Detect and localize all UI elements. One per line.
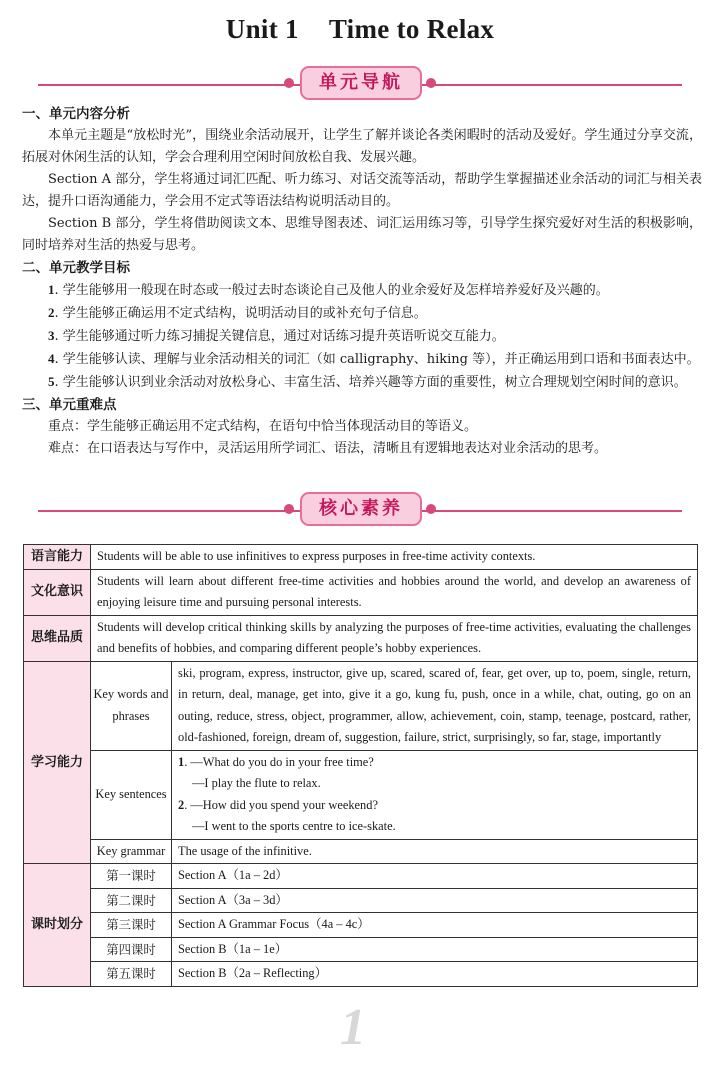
goal-item [22, 371, 702, 394]
goal-item [22, 302, 702, 325]
page-number: 1 [340, 999, 366, 1056]
category-content: Students will be able to use infinitives to express purposes in free-time activity contexts. [91, 545, 698, 570]
category-content: Students will learn about different free-time activities and hobbies around the world, and develop an awareness of enjoying leisure time and pursuing personal interests. [91, 569, 698, 615]
lesson-content: Section A（1a – 2d） [172, 864, 698, 889]
goal-number: 5 [48, 374, 55, 389]
sentence-text: —I went to the sports centre to ice-skate. [192, 819, 396, 833]
banner-label: 核心素养 [300, 492, 422, 526]
goal-text: . 学生能够认识到业余活动对放松身心、丰富生活、培养兴趣等方面的重要性，树立合理规划空闲时间的意识。 [54, 375, 687, 390]
sentence-text: . —How did you spend your weekend? [184, 797, 378, 812]
key-sentences-content [172, 750, 698, 839]
category-content: Students will develop critical thinking skills by analyzing the purposes of free-time activities, evaluating the challenges and benefits of hobbies, and comparing different people’s hobby experiences. [91, 615, 698, 661]
sentence-text: . —What do you do in your free time? [184, 754, 374, 769]
table-row [24, 913, 698, 938]
table-row [24, 864, 698, 889]
sentence-line [178, 773, 691, 795]
unit-name: Time to Relax [328, 14, 495, 44]
lesson-content: Section A（3a – 3d） [172, 888, 698, 913]
core-literacy-table [23, 544, 698, 987]
paragraph: 本单元主题是“放松时光”，围绕业余活动展开，让学生了解并谈论各类闲暇时的活动及爱好。学生通过分享交流，拓展对休闲生活的认知，学会合理利用空闲时间放松自我、发展兴趣。 [22, 128, 702, 165]
lesson-name: 第四课时 [91, 937, 172, 962]
table-row [24, 569, 698, 615]
sub-label: Key grammar [91, 839, 172, 864]
lesson-name: 第一课时 [91, 864, 172, 889]
sub-label: Key words and phrases [91, 661, 172, 750]
sentence-number: 2 [178, 797, 185, 812]
goal-number: 3 [48, 328, 55, 343]
goal-text: . 学生能够通过听力练习捕捉关键信息，通过对话练习提升英语听说交互能力。 [54, 329, 505, 344]
category-label: 文化意识 [24, 569, 91, 615]
banner-dot-right [426, 504, 436, 514]
category-label: 课时划分 [24, 864, 91, 987]
unit-number: Unit 1 [225, 14, 299, 44]
lesson-content: Section B（1a – 1e） [172, 937, 698, 962]
goal-number: 4 [48, 351, 55, 366]
table-row [24, 888, 698, 913]
key-grammar-content: The usage of the infinitive. [172, 839, 698, 864]
section-heading: 一、单元内容分析 [22, 106, 130, 122]
unit-title [0, 14, 720, 45]
lesson-name: 第五课时 [91, 962, 172, 987]
goal-text: . 学生能够正确运用不定式结构，说明活动目的或补充句子信息。 [54, 306, 427, 321]
lesson-content: Section B（2a – Reflecting） [172, 962, 698, 987]
goal-number: 2 [48, 305, 55, 320]
table-row [24, 615, 698, 661]
sentence-line [178, 816, 691, 838]
lesson-name: 第三课时 [91, 913, 172, 938]
content-analysis-section [22, 103, 702, 460]
lesson-content: Section A Grammar Focus（4a – 4c） [172, 913, 698, 938]
goal-text: . 学生能够用一般现在时态或一般过去时态谈论自己及他人的业余爱好及怎样培养爱好及兴趣的。 [54, 283, 609, 298]
section-heading: 三、单元重难点 [22, 397, 117, 413]
lesson-name: 第二课时 [91, 888, 172, 913]
goal-item [22, 325, 702, 348]
category-label: 语言能力 [24, 545, 91, 570]
goal-item [22, 348, 702, 371]
paragraph: Section B 部分，学生将借助阅读文本、思维导图表述、词汇运用练习等，引导学生探究爱好对生活的积极影响，同时培养对生活的热爱与思考。 [22, 216, 702, 253]
category-label: 学习能力 [24, 661, 91, 864]
banner-core-literacy [38, 490, 682, 530]
table-row [24, 750, 698, 839]
sentence-line [178, 752, 691, 774]
sentence-number: 1 [178, 754, 185, 769]
table-row [24, 937, 698, 962]
goal-item [22, 279, 702, 302]
section-heading: 二、单元教学目标 [22, 260, 130, 276]
table-row [24, 661, 698, 750]
difficult-point: 难点：在口语表达与写作中，灵活运用所学词汇、语法，清晰且有逻辑地表达对业余活动的思考。 [48, 441, 608, 456]
banner-dot-right [426, 78, 436, 88]
sentence-text: —I play the flute to relax. [192, 776, 321, 790]
banner-unit-navigation [38, 64, 682, 104]
key-words-content: ski, program, express, instructor, give up, scared, scared of, fear, get over, up to, poem, single, return, in return, deal, manage, get into, give it a go, kung fu, push, once in a while, chat, outing, go on an outing, reduce, stress, object, programmer, allow, achievement, coin, stamp, teenage, postcard, rather, old-fashioned, foreign, dream of, suggestion, failure, strict, surprisingly, so far, stage, importantly [172, 661, 698, 750]
key-point: 重点：学生能够正确运用不定式结构，在语句中恰当体现活动目的等语义。 [48, 419, 478, 434]
category-label: 思维品质 [24, 615, 91, 661]
banner-dot-left [284, 504, 294, 514]
paragraph: Section A 部分，学生将通过词汇匹配、听力练习、对话交流等活动，帮助学生掌握描述业余活动的词汇与相关表达，提升口语沟通能力，学会用不定式等语法结构说明活动目的。 [22, 172, 702, 209]
banner-dot-left [284, 78, 294, 88]
table-row [24, 545, 698, 570]
goal-text: . 学生能够认读、理解与业余活动相关的词汇（如 calligraphy、hiking 等），并正确运用到口语和书面表达中。 [54, 352, 700, 367]
sentence-line [178, 795, 691, 817]
sub-label: Key sentences [91, 750, 172, 839]
goal-number: 1 [48, 282, 55, 297]
table-row [24, 962, 698, 987]
banner-label: 单元导航 [300, 66, 422, 100]
table-row [24, 839, 698, 864]
